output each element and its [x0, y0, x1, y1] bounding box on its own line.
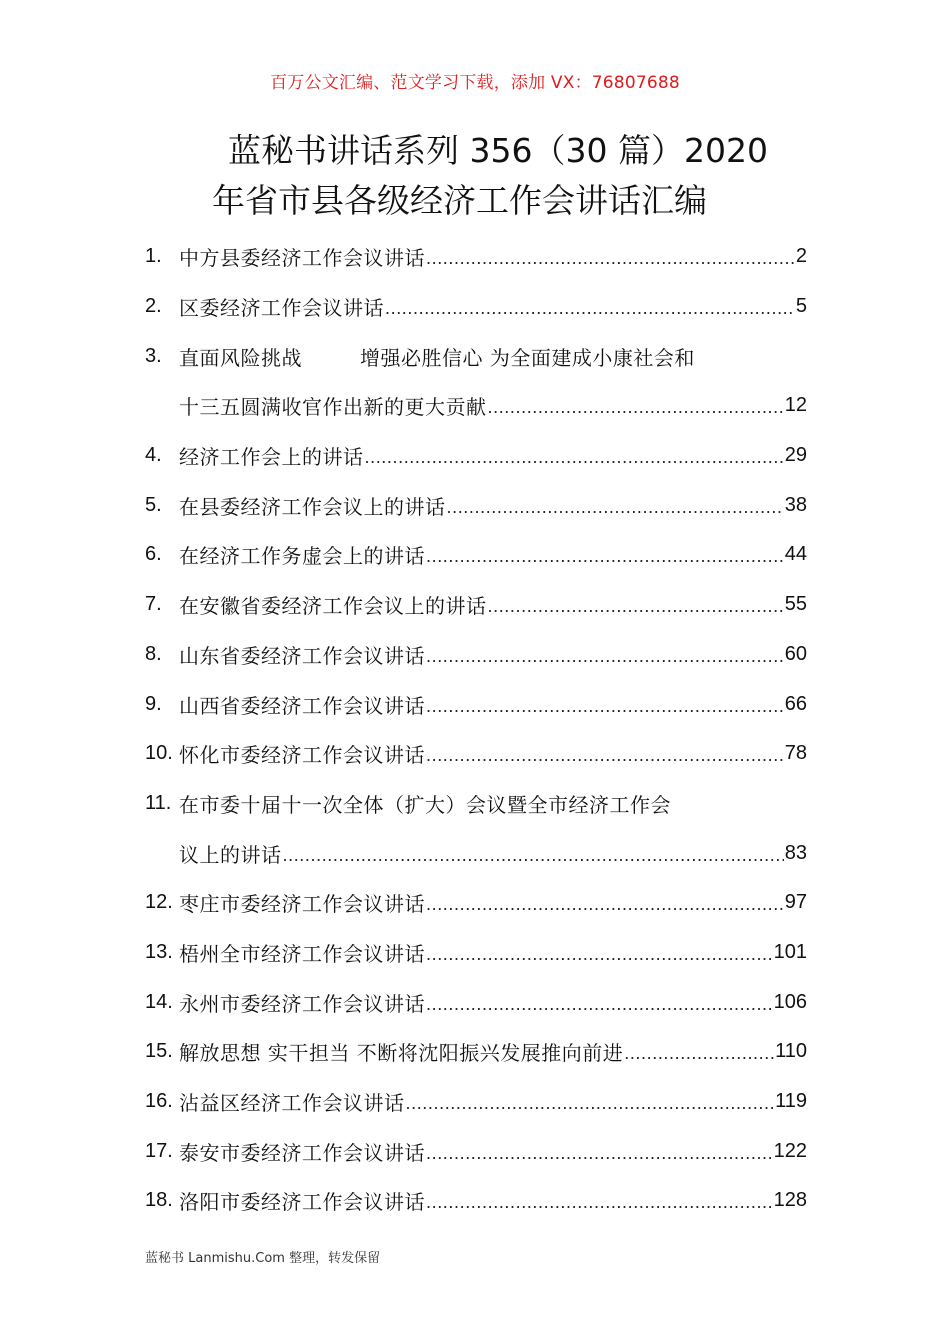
toc-page-number: 38 — [784, 493, 807, 516]
toc-entry-11[interactable] — [145, 779, 807, 829]
toc-title: 沾益区经济工作会议讲话 — [179, 1091, 405, 1116]
toc-title: 山东省委经济工作会议讲话 — [179, 643, 425, 668]
toc-leader-dots — [426, 944, 773, 965]
toc-number: 17. — [145, 1139, 173, 1162]
toc-title: 枣庄市委经济工作会议讲话 — [179, 892, 425, 917]
toc-number: 15. — [145, 1040, 173, 1063]
toc-title: 解放思想 实干担当 不断将沈阳振兴发展推向前进 — [179, 1041, 624, 1066]
toc-entry-17[interactable] — [145, 1126, 807, 1176]
toc-title-part-1: 直面风险挑战 — [179, 345, 302, 370]
toc-leader-dots — [447, 497, 784, 518]
toc-entry-18[interactable] — [145, 1176, 807, 1226]
toc-number: 11. — [145, 791, 172, 814]
toc-entry-15[interactable] — [145, 1027, 807, 1077]
toc-number: 5. — [145, 493, 162, 516]
toc-title-continued: 十三五圆满收官作出新的更大贡献 — [179, 395, 487, 420]
toc-entry-3-continued[interactable] — [145, 381, 807, 431]
toc-leader-dots — [426, 994, 773, 1015]
toc-page-number: 106 — [773, 990, 807, 1013]
toc-leader-dots — [426, 696, 784, 717]
toc-leader-dots — [426, 745, 784, 766]
toc-page-number: 128 — [773, 1189, 807, 1212]
toc-page-number: 78 — [784, 742, 807, 765]
toc-number: 3. — [145, 344, 162, 367]
toc-entry-13[interactable] — [145, 928, 807, 978]
toc-page-number: 55 — [784, 593, 807, 616]
toc-title-continued: 议上的讲话 — [179, 842, 282, 867]
toc-leader-dots — [426, 1192, 773, 1213]
toc-number: 8. — [145, 642, 162, 665]
toc-title: 经济工作会上的讲话 — [179, 445, 364, 470]
toc-page-number: 83 — [784, 841, 807, 864]
toc-title: 永州市委经济工作会议讲话 — [179, 991, 425, 1016]
toc-page-number: 122 — [773, 1139, 807, 1162]
toc-number: 7. — [145, 593, 162, 616]
toc-page-number: 66 — [784, 692, 807, 715]
toc-leader-dots — [406, 1093, 775, 1114]
toc-entry-7[interactable] — [145, 580, 807, 630]
toc-number: 6. — [145, 543, 162, 566]
toc-page-number: 2 — [795, 245, 807, 268]
toc-entry-11-continued[interactable] — [145, 828, 807, 878]
toc-leader-dots — [365, 447, 784, 468]
toc-number: 2. — [145, 295, 162, 318]
promo-banner: 百万公文汇编、范文学习下载，添加 VX：76807688 — [270, 73, 680, 93]
toc-leader-dots — [426, 1143, 773, 1164]
toc-leader-dots — [283, 845, 784, 866]
toc-title: 山西省委经济工作会议讲话 — [179, 693, 425, 718]
toc-leader-dots — [426, 646, 784, 667]
toc-number: 10. — [145, 742, 173, 765]
toc-entry-3[interactable] — [145, 331, 807, 381]
toc-title: 区委经济工作会议讲话 — [179, 296, 384, 321]
toc-title: 在市委十届十一次全体（扩大）会议暨全市经济工作会 — [179, 792, 671, 817]
page-footer: 蓝秘书 Lanmishu.Com 整理，转发保留 — [145, 1251, 381, 1266]
toc-entry-5[interactable] — [145, 480, 807, 530]
toc-page-number: 5 — [795, 295, 807, 318]
toc-page-number: 110 — [775, 1040, 807, 1063]
toc-page-number: 12 — [784, 394, 807, 417]
toc-leader-dots — [385, 298, 795, 319]
toc-entry-14[interactable] — [145, 977, 807, 1027]
toc-number: 14. — [145, 990, 173, 1013]
toc-page-number: 101 — [773, 940, 807, 963]
toc-page-number: 60 — [784, 642, 807, 665]
table-of-contents — [145, 232, 807, 1226]
toc-entry-1[interactable] — [145, 232, 807, 282]
toc-entry-16[interactable] — [145, 1077, 807, 1127]
toc-title: 梧州全市经济工作会议讲话 — [179, 941, 425, 966]
toc-title: 怀化市委经济工作会议讲话 — [179, 743, 425, 768]
toc-title: 中方县委经济工作会议讲话 — [179, 246, 425, 271]
toc-leader-dots — [488, 596, 784, 617]
toc-leader-dots — [624, 1043, 774, 1064]
toc-title: 在经济工作务虚会上的讲话 — [179, 544, 425, 569]
toc-number: 16. — [145, 1090, 173, 1113]
toc-entry-10[interactable] — [145, 729, 807, 779]
document-title-line-1: 蓝秘书讲话系列 356（30 篇）2020 — [228, 131, 768, 170]
toc-leader-dots — [488, 397, 784, 418]
toc-number: 4. — [145, 444, 162, 467]
toc-leader-dots — [426, 546, 784, 567]
toc-number: 13. — [145, 940, 173, 963]
toc-number: 9. — [145, 692, 162, 715]
toc-page-number: 44 — [784, 543, 807, 566]
toc-page-number: 97 — [784, 891, 807, 914]
document-title-line-2: 年省市县各级经济工作会讲话汇编 — [212, 181, 707, 220]
toc-title: 在安徽省委经济工作会议上的讲话 — [179, 594, 487, 619]
toc-title: 泰安市委经济工作会议讲话 — [179, 1140, 425, 1165]
toc-title: 洛阳市委经济工作会议讲话 — [179, 1190, 425, 1215]
toc-title: 在县委经济工作会议上的讲话 — [179, 494, 446, 519]
toc-entry-12[interactable] — [145, 878, 807, 928]
toc-number: 18. — [145, 1189, 173, 1212]
toc-entry-9[interactable] — [145, 679, 807, 729]
toc-title-part-2: 增强必胜信心 为全面建成小康社会和 — [360, 345, 695, 370]
toc-page-number: 29 — [784, 444, 807, 467]
toc-leader-dots — [426, 894, 784, 915]
toc-page-number: 119 — [775, 1090, 807, 1113]
toc-entry-6[interactable] — [145, 530, 807, 580]
toc-leader-dots — [426, 248, 795, 269]
toc-number: 12. — [145, 891, 173, 914]
toc-entry-4[interactable] — [145, 431, 807, 481]
toc-entry-2[interactable] — [145, 282, 807, 332]
toc-number: 1. — [145, 245, 162, 268]
toc-entry-8[interactable] — [145, 630, 807, 680]
